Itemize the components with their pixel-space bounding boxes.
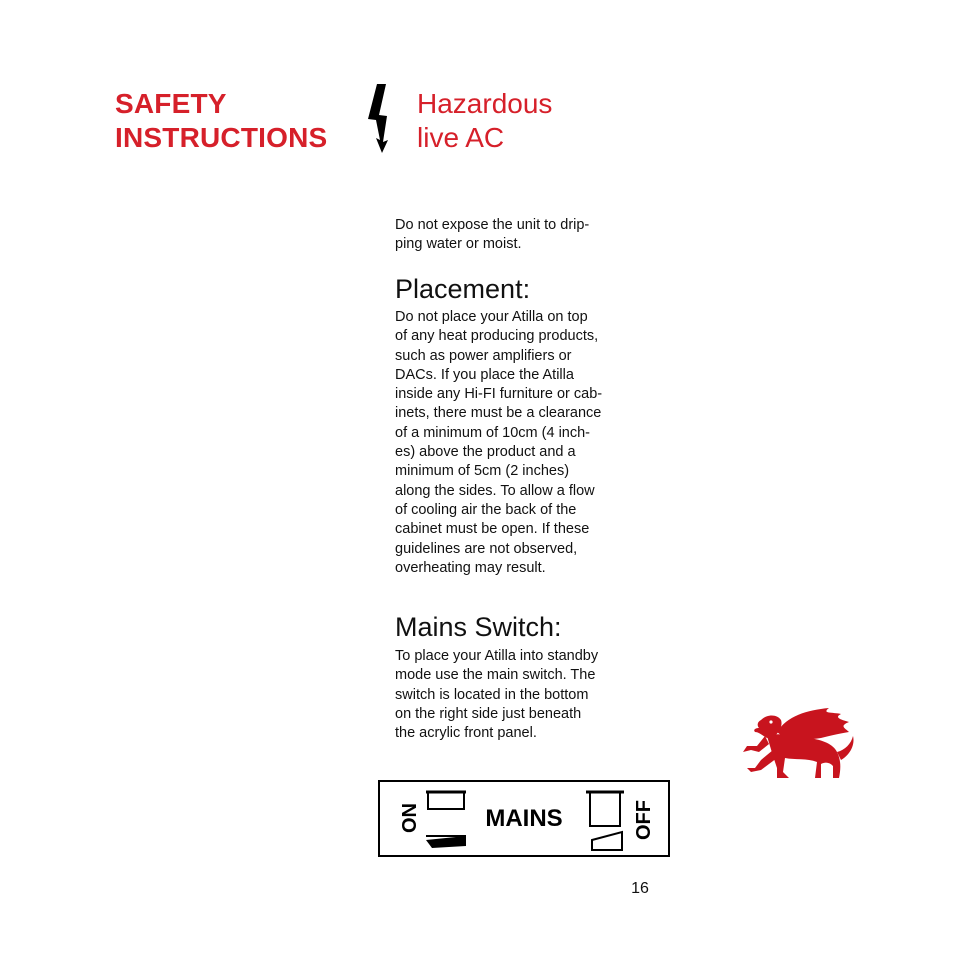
- text-line: DACs. If you place the Atilla: [395, 366, 574, 383]
- mains-switch-diagram: [378, 780, 670, 857]
- text-line: the acrylic front panel.: [395, 725, 537, 742]
- rocker-raised-icon: [590, 792, 620, 826]
- text-line: along the sides. To allow a flow: [395, 482, 595, 499]
- text-line: of any heat producing products,: [395, 328, 599, 345]
- text-line: es) above the product and a: [395, 444, 576, 461]
- title-line-2: INSTRUCTIONS: [115, 122, 328, 153]
- mains-switch-paragraph: [395, 647, 635, 743]
- page-number: 16: [631, 880, 649, 897]
- moisture-warning: [395, 216, 635, 255]
- text-line: of a minimum of 10cm (4 inch-: [395, 424, 591, 441]
- text-line: inside any Hi-FI furniture or cab-: [395, 386, 603, 403]
- placement-paragraph: [395, 308, 635, 578]
- text-line: switch is located in the bottom: [395, 686, 589, 703]
- text-line: cabinet must be open. If these: [395, 521, 590, 538]
- text-line: mode use the main switch. The: [395, 667, 596, 684]
- text-line: Do not place your Atilla on top: [395, 309, 588, 325]
- text-line: minimum of 5cm (2 inches): [395, 463, 570, 480]
- off-label: OFF: [633, 800, 655, 840]
- rocker-top-icon: [428, 792, 464, 809]
- text-line: To place your Atilla into standby: [395, 648, 599, 664]
- placement-heading: Placement:: [395, 274, 531, 304]
- section-title: [115, 87, 327, 155]
- title-line-1: SAFETY: [115, 88, 227, 119]
- text-line: ping water or moist.: [395, 236, 522, 253]
- text-line: on the right side just beneath: [395, 705, 582, 722]
- text-line: inets, there must be a clearance: [395, 405, 602, 422]
- text-line: of cooling air the back of the: [395, 501, 577, 518]
- hazard-label: [417, 87, 552, 155]
- griffin-logo-icon: [737, 706, 855, 782]
- text-line: guidelines are not observed,: [395, 540, 578, 557]
- on-label: ON: [399, 803, 421, 833]
- hazard-line-1: Hazardous: [417, 88, 553, 119]
- text-line: Do not expose the unit to drip-: [395, 217, 590, 233]
- mains-switch-heading: Mains Switch:: [395, 612, 562, 642]
- text-line: overheating may result.: [395, 559, 546, 576]
- hazard-line-2: live AC: [417, 122, 505, 153]
- text-line: such as power amplifiers or: [395, 347, 572, 364]
- mains-label: MAINS: [485, 805, 563, 832]
- lightning-bolt-icon: [367, 82, 397, 154]
